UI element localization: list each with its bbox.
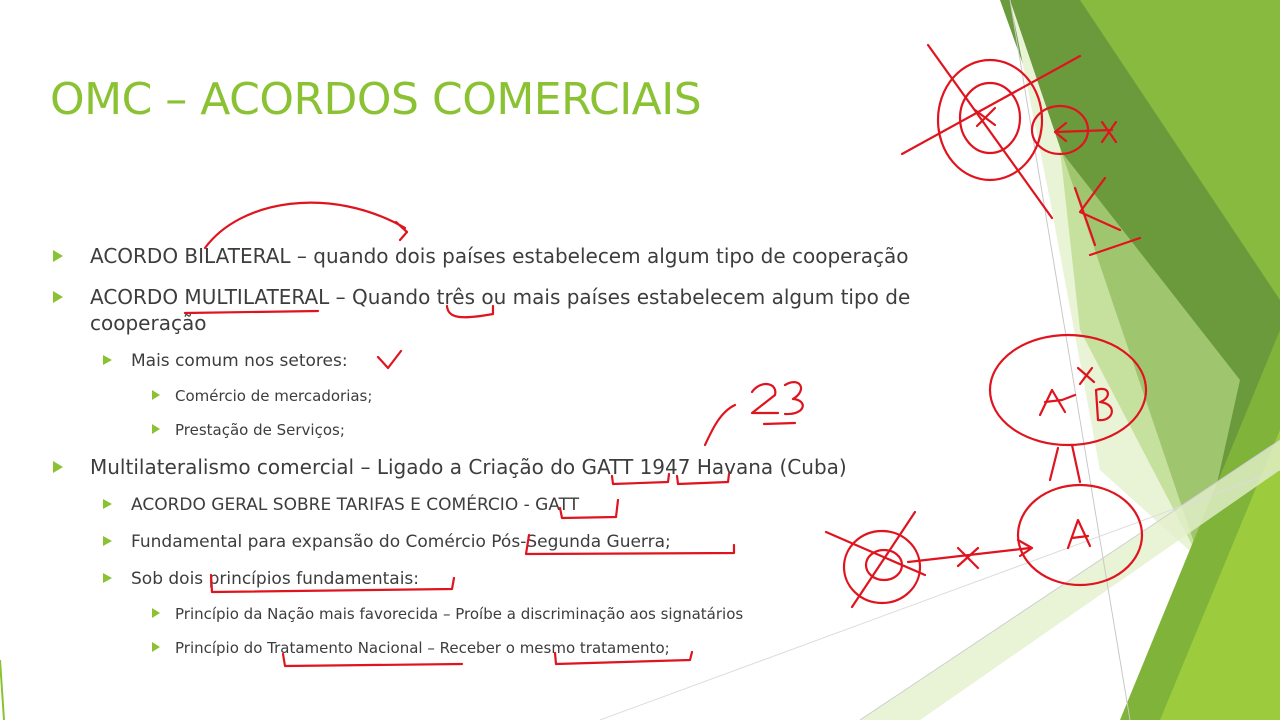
bullet-arrow-icon	[152, 390, 160, 400]
bullet-text: Multilateralismo comercial – Ligado a Criação do GATT 1947 Havana (Cuba)	[90, 455, 847, 479]
bullet-arrow-icon	[152, 608, 160, 618]
bullet-arrow-icon	[103, 499, 112, 509]
bullet-comercio-mercadorias	[152, 386, 372, 406]
bullet-arrow-icon	[103, 355, 112, 365]
bullet-sob-dois-principios	[103, 568, 419, 590]
bullet-fundamental-expansao	[103, 531, 671, 553]
bullet-arrow-icon	[103, 573, 112, 583]
bullet-text: ACORDO MULTILATERAL – Quando três ou mais países estabelecem algum tipo de cooperação	[90, 285, 911, 335]
bullet-arrow-icon	[103, 536, 112, 546]
bullet-arrow-icon	[53, 250, 63, 262]
bullet-acordo-multilateral	[53, 284, 953, 336]
bullet-text: ACORDO GERAL SOBRE TARIFAS E COMÉRCIO - GATT	[131, 495, 580, 515]
bullet-text: Sob dois princípios fundamentais:	[131, 569, 420, 589]
bullet-text: ACORDO BILATERAL – quando dois países estabelecem algum tipo de cooperação	[90, 244, 909, 268]
bullet-arrow-icon	[53, 461, 63, 473]
bullet-acordo-geral-gatt	[103, 494, 579, 516]
bullet-arrow-icon	[53, 291, 63, 303]
bullet-principio-tratamento	[152, 638, 670, 658]
bullet-text: Comércio de mercadorias;	[175, 387, 373, 405]
bullet-prestacao-servicos	[152, 420, 345, 440]
bullet-multilateralismo	[53, 454, 847, 480]
bullet-acordo-bilateral	[53, 243, 908, 269]
bullet-text: Fundamental para expansão do Comércio Pós-Segunda Guerra;	[131, 532, 671, 552]
bullet-text: Mais comum nos setores:	[131, 351, 348, 371]
bullet-arrow-icon	[152, 642, 160, 652]
slide-title: OMC – ACORDOS COMERCIAIS	[50, 74, 702, 125]
bullet-text: Princípio da Nação mais favorecida – Proíbe a discriminação aos signatários	[175, 605, 744, 623]
bullet-arrow-icon	[152, 424, 160, 434]
bullet-principio-nacao	[152, 604, 743, 624]
bullet-mais-comum	[103, 350, 348, 372]
bullet-text: Prestação de Serviços;	[175, 421, 345, 439]
bullet-text: Princípio do Tratamento Nacional – Receber o mesmo tratamento;	[175, 639, 670, 657]
